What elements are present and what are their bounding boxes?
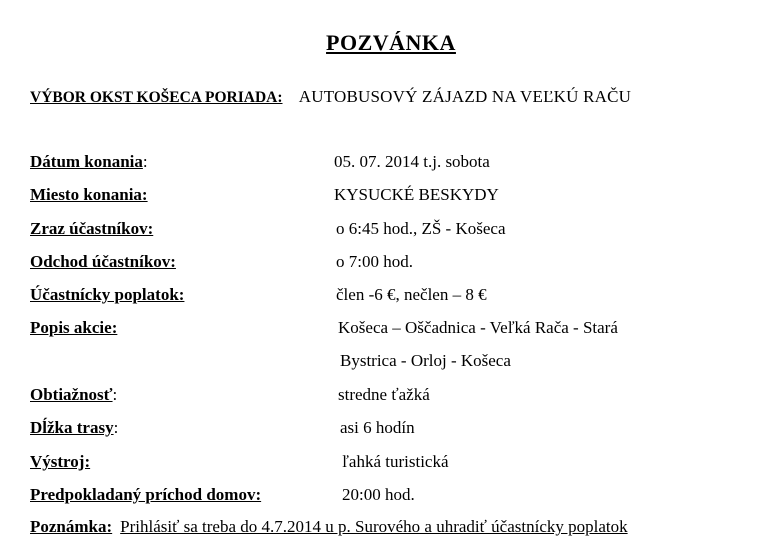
field-label: Miesto konania: [30, 185, 148, 204]
note-text: Prihlásiť sa treba do 4.7.2014 u p. Surového a uhradiť účastnícky poplatok [120, 517, 628, 536]
field-label-suffix: : [142, 152, 148, 171]
field-label: Predpokladaný príchod domov: [30, 485, 262, 504]
field-value-meeting: o 6:45 hod., ZŠ - Košeca [336, 219, 506, 238]
field-value-description: Košeca – Oščadnica - Veľká Rača - Stará [338, 318, 618, 337]
field-value-equipment: ľahká turistická [342, 452, 449, 471]
intro-line [30, 87, 631, 107]
field-value-departure: o 7:00 hod. [336, 252, 413, 271]
field-row-equipment [30, 452, 90, 472]
field-value-fee: člen -6 €, nečlen – 8 € [336, 285, 487, 304]
field-row-date [30, 152, 148, 172]
field-label: Dĺžka trasy [30, 418, 114, 437]
event-name: AUTOBUSOVÝ ZÁJAZD NA VEĽKÚ RAČU [298, 87, 632, 106]
note-label: Poznámka: [30, 517, 113, 536]
field-row-meeting [30, 219, 153, 239]
document-title: POZVÁNKA [326, 30, 456, 55]
field-value-return: 20:00 hod. [342, 485, 415, 504]
field-value-date: 05. 07. 2014 t.j. sobota [334, 152, 490, 171]
field-label: Popis akcie: [30, 318, 118, 337]
field-row-length [30, 418, 118, 438]
field-row-fee [30, 285, 184, 305]
field-row-place [30, 185, 148, 205]
field-value-description-line2: Bystrica - Orloj - Košeca [340, 351, 511, 370]
field-label: Výstroj: [30, 452, 91, 471]
field-label: Dátum konania [30, 152, 143, 171]
field-label-suffix: : [113, 418, 119, 437]
field-value-length: asi 6 hodín [340, 418, 415, 437]
field-value-difficulty: stredne ťažká [338, 385, 430, 404]
field-value-place: KYSUCKÉ BESKYDY [334, 185, 499, 204]
field-row-departure [30, 252, 176, 272]
field-label: Účastnícky poplatok: [30, 285, 185, 304]
field-label: Zraz účastníkov: [30, 219, 154, 238]
field-label-suffix: : [112, 385, 118, 404]
organizer-label: VÝBOR OKST KOŠECA PORIADA: [30, 89, 283, 106]
field-label: Odchod účastníkov: [30, 252, 176, 271]
field-row-difficulty [30, 385, 117, 405]
field-label: Obtiažnosť [30, 385, 113, 404]
field-row-description [30, 318, 117, 338]
note-line [30, 517, 628, 537]
field-row-return [30, 485, 261, 505]
